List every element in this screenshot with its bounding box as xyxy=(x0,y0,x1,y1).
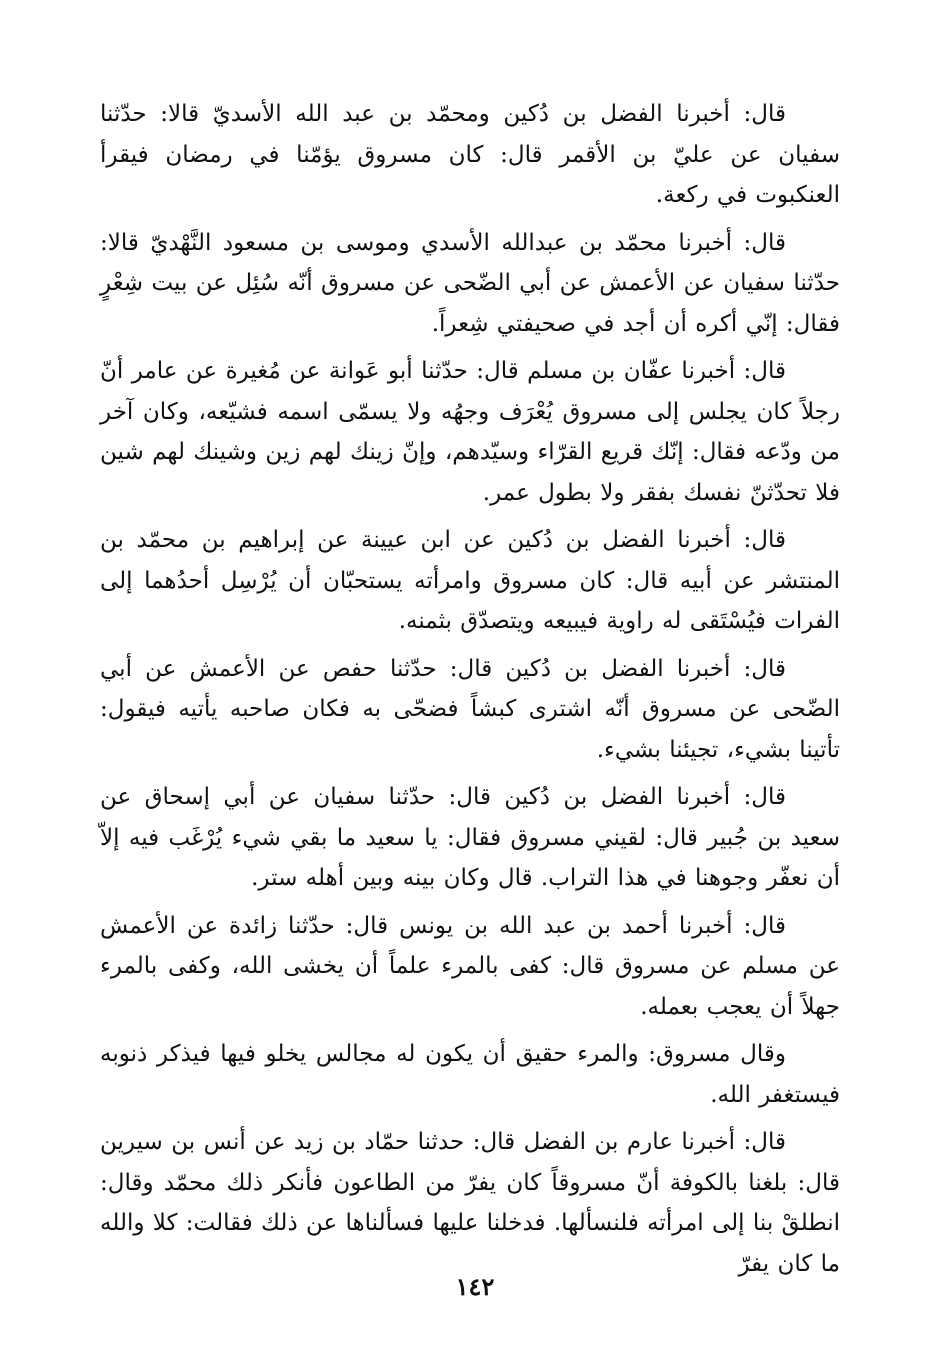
paragraph-4: قال: أخبرنا الفضل بن دُكين عن ابن عيينة عن إبراهيم بن محمّد بن المنتشر عن أبيه قال: كان مسروق وامرأته يستحبّان أن يُرْسِل أحدُهما إلى الفرات فيُسْتَقى له راوية فيبيعه ويتصدّق بثمنه. xyxy=(100,527,840,634)
paragraph-8: وقال مسروق: والمرء حقيق أن يكون له مجالس يخلو فيها فيذكر ذنوبه فيستغفر الله. xyxy=(100,1041,840,1108)
page-body-text xyxy=(100,94,840,1291)
paragraph-7: قال: أخبرنا أحمد بن عبد الله بن يونس قال: حدّثنا زائدة عن الأعمش عن مسلم عن مسروق قال: كفى بالمرء علماً أن يخشى الله، وكفى بالمرء جهلاً أن يعجب بعمله. xyxy=(100,912,840,1020)
paragraph-3: قال: أخبرنا عفّان بن مسلم قال: حدّثنا أبو عَوانة عن مُغيرة عن عامر أنّ رجلاً كان يجلس إلى مسروق يُعْرَف وجهُه ولا يسمّى اسمه فشيّعه، وكان آخر من ودّعه فقال: إنّك قريع القرّاء وسيّدهم، وإنّ زينك لهم زين وشينك لهم شين فلا تحدّثنّ نفسك بفقر ولا بطول عمر. xyxy=(100,358,840,506)
paragraph-2: قال: أخبرنا محمّد بن عبدالله الأسدي وموسى بن مسعود النَّهْديّ قالا: حدّثنا سفيان عن الأعمش عن أبي الضّحى عن مسروق أنّه سُئِل عن بيت شِعْرٍ فقال: إنّي أكره أن أجد في صحيفتي شِعراً. xyxy=(100,229,840,337)
paragraph-5: قال: أخبرنا الفضل بن دُكين قال: حدّثنا حفص عن الأعمش عن أبي الضّحى عن مسروق أنّه اشترى كبشاً فضحّى به فكان صاحبه يأتيه فيقول: تأتينا بشيء، تجيئنا بشيء. xyxy=(100,655,840,763)
paragraph-6: قال: أخبرنا الفضل بن دُكين قال: حدّثنا سفيان عن أبي إسحاق عن سعيد بن جُبير قال: لقيني مسروق فقال: يا سعيد ما بقي شيء يُرْغَب فيه إلاّ أن نعفّر وجوهنا في هذا التراب. قال وكان بينه وبين أهله ستر. xyxy=(100,784,840,891)
paragraph-1: قال: أخبرنا الفضل بن دُكين ومحمّد بن عبد الله الأسديّ قالا: حدّثنا سفيان عن عليّ بن الأقمر قال: كان مسروق يؤمّنا في رمضان فيقرأ العنكبوت في ركعة. xyxy=(100,101,840,208)
paragraph-9: قال: أخبرنا عارم بن الفضل قال: حدثنا حمّاد بن زيد عن أنس بن سيرين قال: بلغنا بالكوفة أنّ مسروقاً كان يفرّ من الطاعون فأنكر ذلك محمّد وقال: انطلقْ بنا إلى امرأته فلنسألها. فدخلنا عليها فسألناها عن ذلك فقالت: كلا والله ما كان يفرّ xyxy=(100,1129,840,1277)
page-number: ١٤٢ xyxy=(455,1272,495,1301)
